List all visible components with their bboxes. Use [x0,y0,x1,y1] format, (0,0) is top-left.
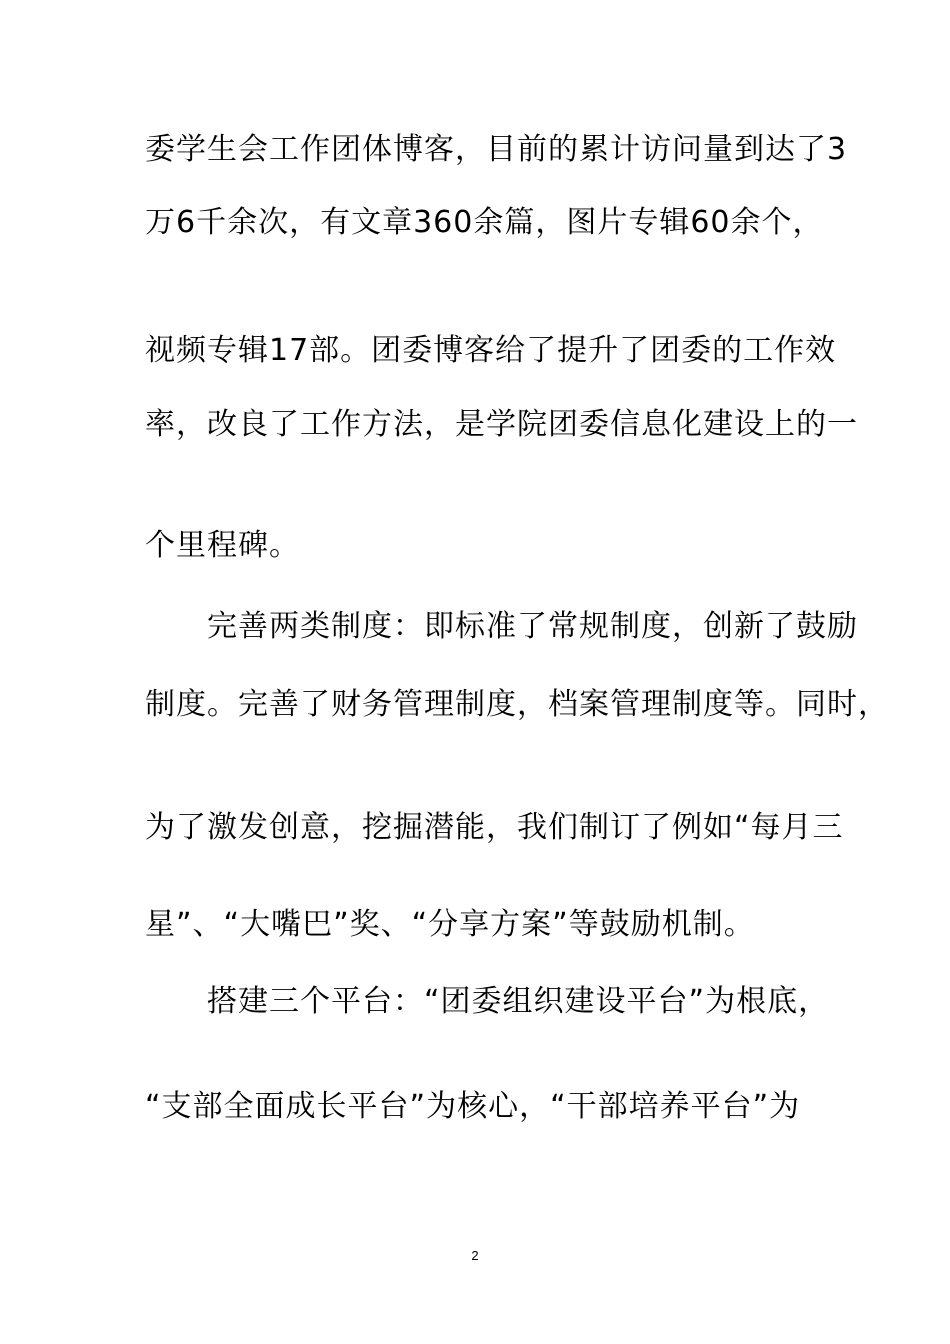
text-line: 搭建三个平台：“团委组织建设平台”为根底， [145,984,830,1019]
text-line: 制度。完善了财务管理制度，档案管理制度等。同时， [145,687,889,722]
text-line: 视频专辑17部。团委博客给了提升了团委的工作效 [145,333,837,368]
text-line: 星”、“大嘴巴”奖、“分享方案”等鼓励机制。 [145,907,755,942]
text-line: 万6千余次，有文章360余篇，图片专辑60余个， [145,205,824,240]
page-number: 2 [471,1248,479,1263]
text-line: 完善两类制度：即标准了常规制度，创新了鼓励 [145,609,858,644]
text-line: “支部全面成长平台”为核心，“干部培养平台”为 [145,1089,801,1124]
text-line: 为了激发创意，挖掘潜能，我们制订了例如“每月三 [145,810,844,845]
text-line: 委学生会工作团体博客，目前的累计访问量到达了3 [145,132,848,167]
text-line: 率，改良了工作方法，是学院团委信息化建设上的一 [145,407,858,442]
text-line: 个里程碑。 [145,528,300,563]
